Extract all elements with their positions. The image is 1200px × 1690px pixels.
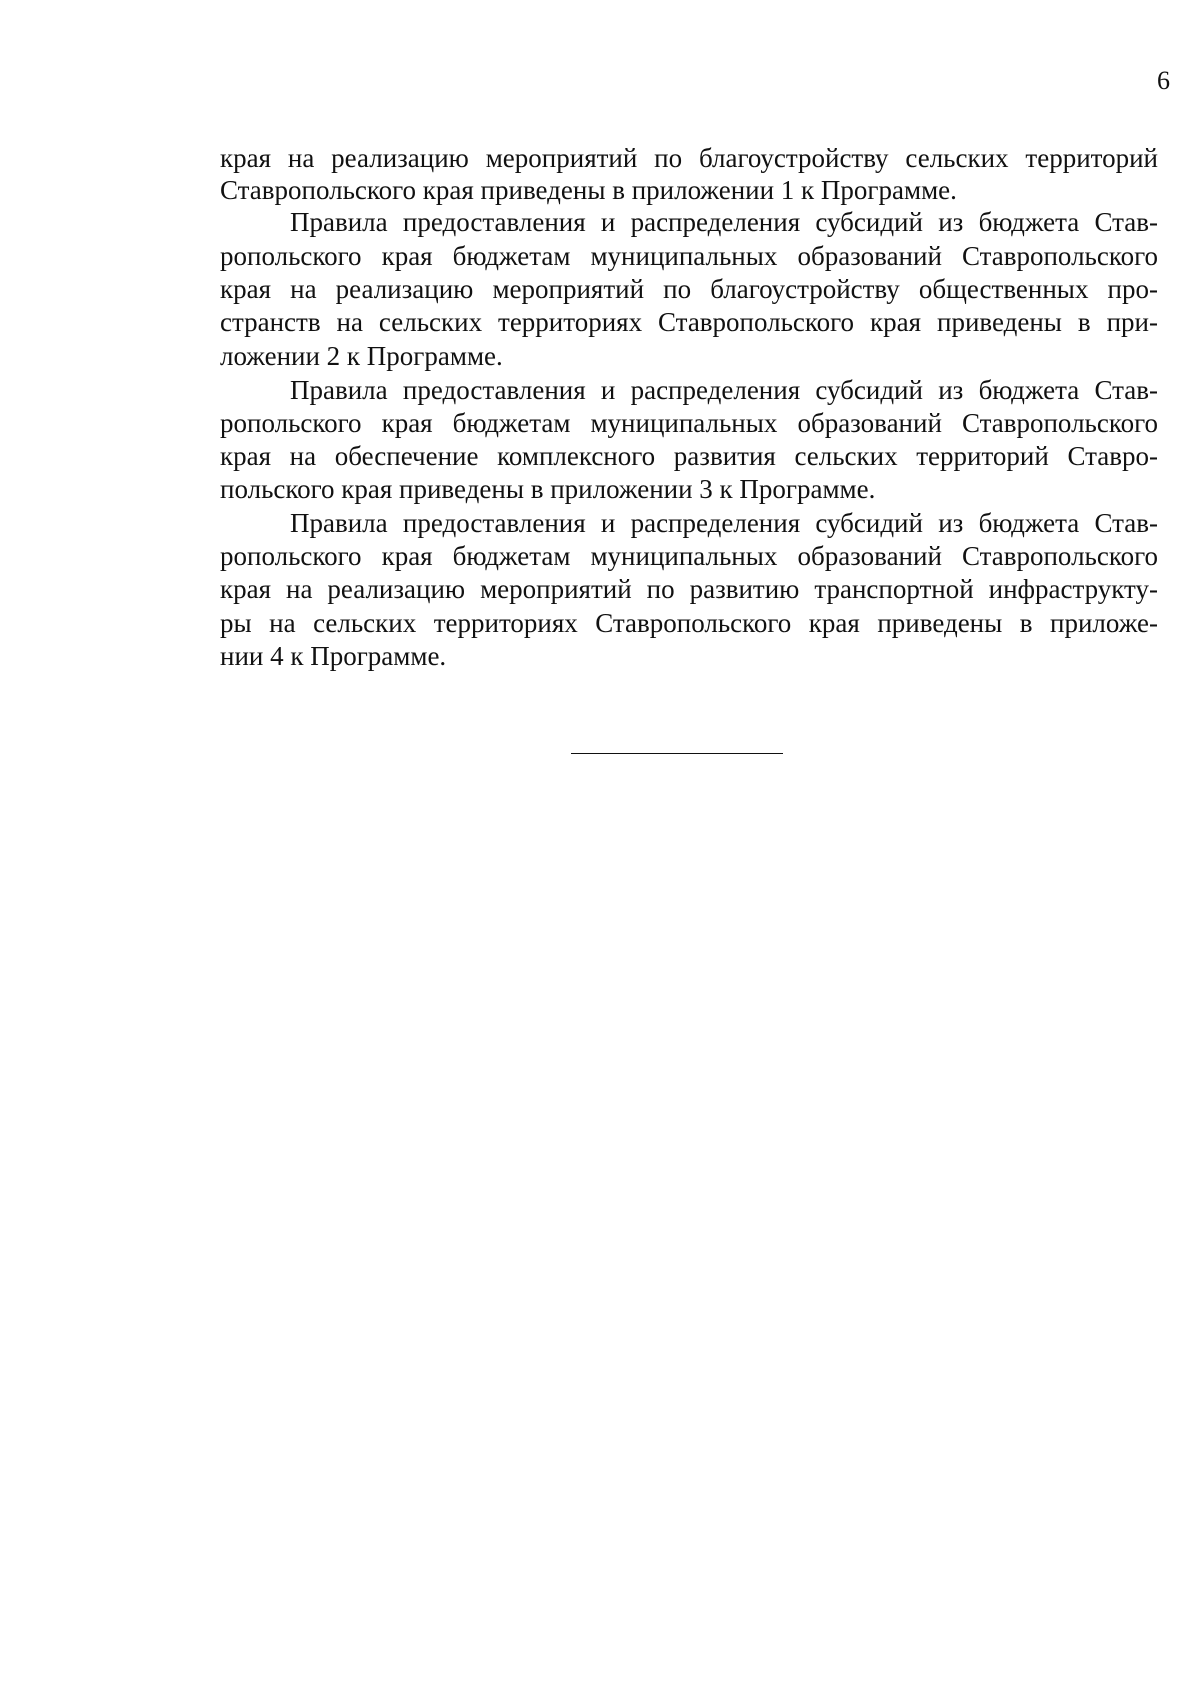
paragraph-line: края на реализацию мероприятий по развитию транспортной инфраструкту- [220,574,1158,604]
paragraph-line: ропольского края бюджетам муниципальных образований Ставропольского [220,408,1158,438]
paragraph-line: ропольского края бюджетам муниципальных образований Ставропольского [220,541,1158,571]
paragraph-line: ропольского края бюджетам муниципальных образований Ставропольского [220,241,1158,271]
paragraph-line: Правила предоставления и распределения субсидий из бюджета Став- [290,375,1158,405]
paragraph-line: ложении 2 к Программе. [220,341,503,371]
paragraph-line: Правила предоставления и распределения субсидий из бюджета Став- [290,207,1158,237]
paragraph-line: нии 4 к Программе. [220,641,447,671]
end-separator-line [571,753,783,754]
paragraph-line: края на реализацию мероприятий по благоустройству сельских территорий [220,143,1158,173]
paragraph-line: края на реализацию мероприятий по благоустройству общественных про- [220,274,1158,304]
paragraph-line: странств на сельских территориях Ставропольского края приведены в при- [220,307,1158,337]
page-number: 6 [1157,66,1170,95]
paragraph-line: края на обеспечение комплексного развития сельских территорий Ставро- [220,441,1158,471]
paragraph-line: ры на сельских территориях Ставропольского края приведены в приложе- [220,608,1158,638]
paragraph-line: Ставропольского края приведены в приложении 1 к Программе. [220,175,957,205]
paragraph-line: польского края приведены в приложении 3 к Программе. [220,474,876,504]
paragraph-line: Правила предоставления и распределения субсидий из бюджета Став- [290,508,1158,538]
